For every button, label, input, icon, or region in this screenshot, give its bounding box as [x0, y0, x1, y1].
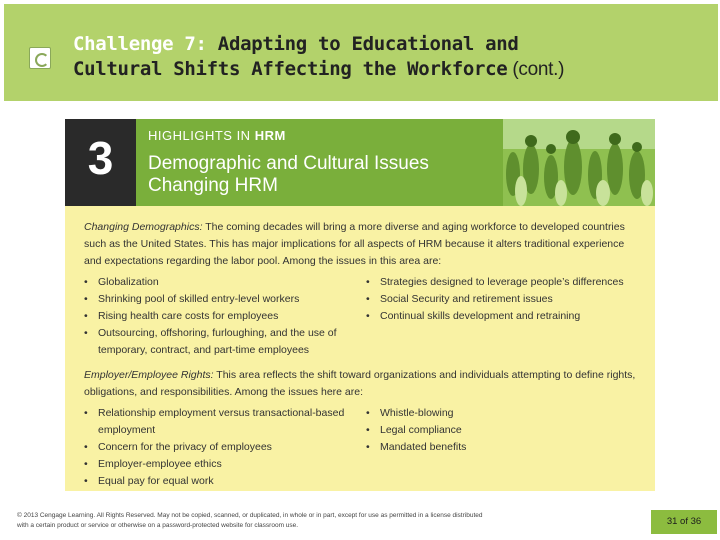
section1-label: Changing Demographics: [84, 221, 203, 233]
list-item: • Employer-employee ethics [84, 456, 366, 473]
panel-title-line2: Changing HRM [148, 175, 278, 196]
panel-title-line1: Demographic and Cultural Issues [148, 153, 429, 174]
crowd-photo-image [503, 119, 655, 206]
list-item: • Outsourcing, offshoring, furloughing, and the use of temporary, contract, and part-time employees [84, 325, 366, 359]
section1-right-list [366, 274, 640, 359]
panel-number: 3 [87, 132, 114, 184]
list-item: • Whistle-blowing [366, 405, 640, 422]
list-item: • Equal pay for equal work [84, 473, 366, 490]
title-line2: Cultural Shifts Affecting the Workforce [73, 58, 508, 80]
highlights-label [148, 128, 286, 143]
list-item: • Legal compliance [366, 422, 640, 439]
section1-left-list [84, 274, 366, 359]
section1-columns [84, 274, 640, 359]
highlights-panel [65, 119, 655, 491]
panel-number-box [65, 119, 136, 206]
list-item: • Relationship employment versus transactional-based employment [84, 405, 366, 439]
list-item: • Concern for the privacy of employees [84, 439, 366, 456]
list-item: • Continual skills development and retraining [366, 308, 640, 325]
section1-paragraph [84, 219, 640, 270]
list-item: • Shrinking pool of skilled entry-level workers [84, 291, 366, 308]
list-item: • Strategies designed to leverage people’s differences [366, 274, 640, 291]
panel-header [65, 119, 655, 206]
list-item: • Rising health care costs for employees [84, 308, 366, 325]
copyright-notice: © 2013 Cengage Learning. All Rights Reserved. May not be copied, scanned, or duplicated, in whole or in part, except for use as permitted in a license distributed with a certain product or service or otherwise on a password-protected website for classroom use. [17, 512, 483, 529]
panel-title [148, 153, 468, 197]
slide-bullet-icon [29, 47, 51, 69]
section2-columns [84, 405, 640, 490]
list-item: • Social Security and retirement issues [366, 291, 640, 308]
highlights-bold: HRM [254, 128, 286, 143]
title-line1: Adapting to Educational and [206, 33, 519, 55]
title-accent: Challenge 7: [73, 33, 207, 55]
section2-left-list [84, 405, 366, 490]
crowd-photo [503, 119, 655, 206]
slide-title [73, 32, 713, 82]
panel-body [84, 219, 640, 498]
section2-text: This area reflects the shift toward organizations and individuals attempting to define rights, obligations, and responsibilities. Among the issues here are: [84, 369, 636, 398]
section2-right-list [366, 405, 640, 490]
page-number-badge: 31 of 36 [651, 510, 717, 534]
title-cont: (cont.) [507, 59, 565, 80]
section1-text: The coming decades will bring a more diverse and aging workforce to developed countries such as the United States. This has major implications for all aspects of HRM because it alters traditional experience and expectations regarding the labor pool. Among the issues in this area are: [84, 221, 625, 267]
section2-paragraph [84, 367, 640, 401]
section2-label: Employer/Employee Rights: [84, 369, 214, 381]
list-item: • Globalization [84, 274, 366, 291]
list-item: • Mandated benefits [366, 439, 640, 456]
highlights-prefix: HIGHLIGHTS IN [148, 128, 255, 143]
